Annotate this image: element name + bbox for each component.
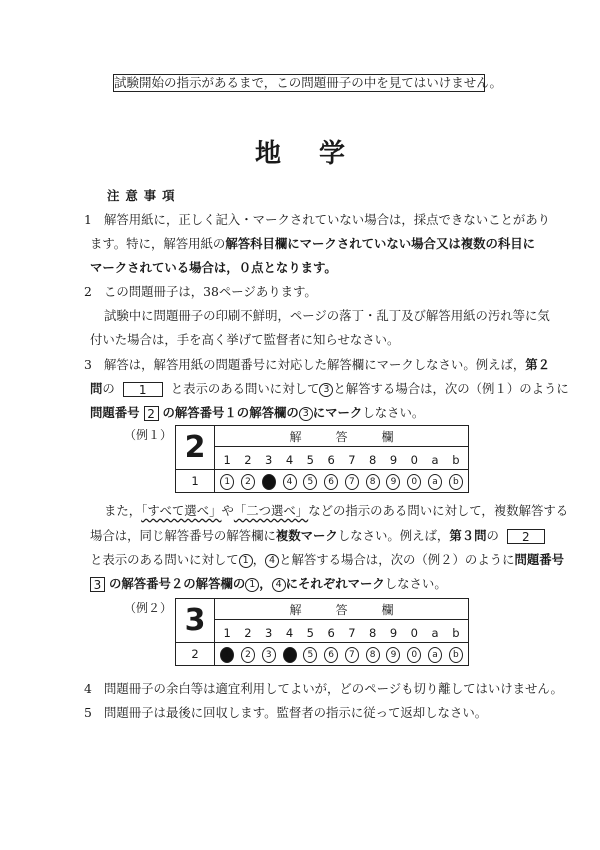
answer-bubble: a: [428, 647, 442, 663]
answer-bubble: 7: [345, 474, 359, 490]
note-3-line-3: 問題番号 2 の解答番号１の解答欄の 3 にマークしなさい。: [90, 405, 425, 421]
page-title: 地学: [254, 139, 383, 169]
note-2-line-1: 2 この問題冊子は，38ページあります。: [84, 284, 317, 299]
answer-digits-row: 1 2 3 4 5 6 7 8 9 0 a b: [215, 447, 469, 470]
example-1-answer-grid: [175, 425, 469, 493]
answer-bubble: 8: [366, 474, 380, 490]
answer-digits-row: 1 2 3 4 5 6 7 8 9 0 a b: [215, 620, 469, 643]
question-number-box: 1: [123, 382, 163, 397]
example-2-question-number: 3: [176, 599, 215, 643]
answer-bubble: a: [428, 474, 442, 490]
answer-bubbles-row: [215, 470, 469, 493]
answer-bubble: 2: [241, 474, 255, 490]
answer-bubble: 9: [386, 647, 400, 663]
note-2-line-2: 試験中に問題冊子の印刷不鮮明，ページの落丁・乱丁及び解答用紙の汚れ等に気: [104, 308, 550, 323]
circled-number: 1: [245, 578, 259, 592]
answer-bubble: 0: [407, 647, 421, 663]
answer-bubble: 0: [407, 474, 421, 490]
answer-bubble: 5: [303, 474, 317, 490]
answer-bubble: b: [449, 647, 463, 663]
circled-number: 1: [239, 554, 253, 568]
answer-bubble: 3: [262, 474, 276, 490]
answer-bubble: 6: [324, 647, 338, 663]
note-1-line-3: マークされている場合は，０点となります。: [90, 260, 337, 275]
answer-bubble: 6: [324, 474, 338, 490]
note-3-para2-line-1: また，「すべて選べ」や「二つ選べ」などの指示のある問いに対して，複数解答する: [104, 503, 569, 518]
note-2-line-3: 付いた場合は，手を高く挙げて監督者に知らせなさい。: [90, 332, 400, 347]
answer-bubble: 5: [303, 647, 317, 663]
circled-number: 4: [272, 578, 286, 592]
circled-number: 3: [319, 383, 333, 397]
example-2-label: （例２）: [124, 601, 173, 615]
answer-bubble: 8: [366, 647, 380, 663]
note-3-para2-line-3: と表示のある問いに対して 1 ， 4 と解答する場合は，次の（例２）のように問題番号: [90, 552, 565, 567]
circled-number: 4: [265, 554, 279, 568]
note-5: 5 問題冊子は最後に回収します。監督者の指示に従って返却しなさい。: [84, 705, 488, 720]
answer-bubble: 3: [262, 647, 276, 663]
warning-notice: 試験開始の指示があるまで，この問題冊子の中を見てはいけません。: [114, 75, 503, 90]
problem-number-box: 3: [90, 577, 105, 592]
example-2-answer-grid: [175, 598, 469, 666]
answer-number-cell: 2: [176, 643, 215, 666]
note-1-line-1: 1 解答用紙に，正しく記入・マークされていない場合は，採点できないことがあり: [84, 212, 551, 227]
note-4: 4 問題冊子の余白等は適宜利用してよいが，どのページも切り離してはいけません。: [84, 681, 563, 696]
question-number-box: 2: [507, 529, 545, 544]
note-1-line-2: ます。特に，解答用紙の解答科目欄にマークされていない場合又は複数の科目に: [90, 236, 536, 251]
answer-bubble: 4: [283, 647, 297, 663]
answer-bubble: b: [449, 474, 463, 490]
answer-number-cell: 1: [176, 470, 215, 493]
problem-number-box: 2: [144, 406, 159, 421]
example-1-question-number: 2: [176, 426, 215, 470]
note-3-para2-line-4: 3 の解答番号２の解答欄の 1 ， 4 にそれぞれマークしなさい。: [90, 574, 447, 594]
answer-column-header: 解答欄: [215, 426, 469, 447]
answer-bubble: 4: [283, 474, 297, 490]
answer-bubble: 1: [220, 647, 234, 663]
answer-bubble: 9: [386, 474, 400, 490]
answer-bubble: 1: [220, 474, 234, 490]
answer-column-header: 解答欄: [215, 599, 469, 620]
example-1-label: （例１）: [124, 428, 173, 442]
answer-bubble: 7: [345, 647, 359, 663]
answer-bubbles-row: [215, 643, 469, 666]
note-3-line-1: 3 解答は，解答用紙の問題番号に対応した解答欄にマークしなさい。例えば，第２: [84, 357, 551, 372]
circled-number: 3: [299, 407, 313, 421]
note-3-line-2: 問の 1 と表示のある問いに対して 3 と解答する場合は，次の（例１）のように: [90, 381, 569, 397]
answer-bubble: 2: [241, 647, 255, 663]
notes-heading: 注意事項: [107, 188, 181, 203]
note-3-para2-line-2: 場合は，同じ解答番号の解答欄に複数マークしなさい。例えば，第３問の 2: [90, 526, 545, 546]
